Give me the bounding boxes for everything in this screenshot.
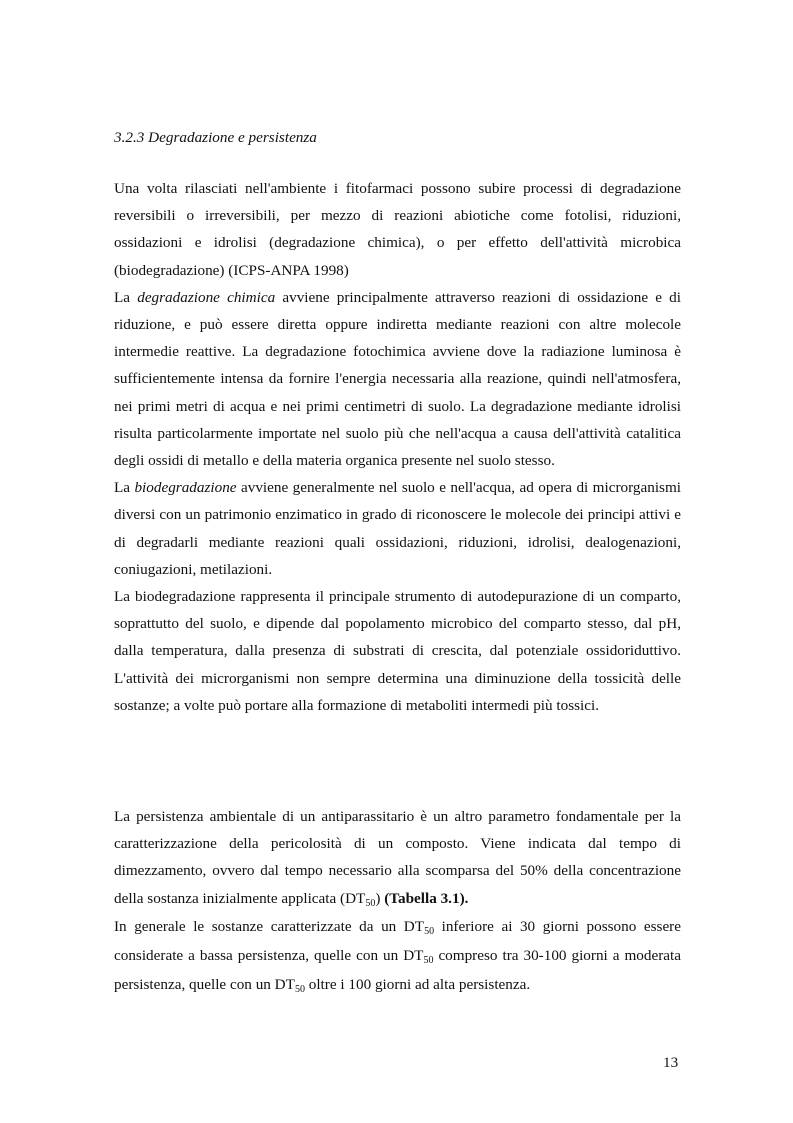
- term-biodegradation: biodegradazione: [134, 479, 237, 497]
- text-run: compreso tra 30-100 giorni a moderata persistenza, quelle con un DT: [114, 946, 681, 993]
- paragraph-chemical-degradation: [114, 284, 681, 474]
- text-run: La: [114, 479, 135, 497]
- text-run: La: [114, 288, 138, 306]
- text-run: avviene generalmente nel suolo e nell'acqua, ad opera di microrganismi diversi con un patrimonio enzimatico in grado di riconoscere le molecole dei principi attivi e di degradarli mediante reazioni quali ossidazioni, riduzioni, idrolisi, dealogenazioni, coniugazioni, metilazioni.: [114, 479, 681, 578]
- text-run: La persistenza ambientale di un antiparassitario è un altro parametro fondamentale per la caratterizzazione della pericolosità di un composto. Viene indicata dal tempo di dimezzamento, ovvero dal tempo necessario alla scomparsa del 50% della concentrazione della sostanza inizialmente applicata (DT: [114, 808, 681, 907]
- text-run: In generale le sostanze caratterizzate da un DT: [114, 917, 425, 935]
- text-run: oltre i 100 giorni ad alta persistenza.: [304, 975, 531, 993]
- text-run: ): [375, 889, 385, 907]
- term-chemical-degradation: degradazione chimica: [137, 288, 276, 306]
- page-number: 13: [663, 1054, 679, 1071]
- subscript: 50: [424, 925, 435, 937]
- body-block-2: [114, 803, 681, 999]
- body-block-1: [114, 175, 681, 719]
- paragraph-persistence-classes: [114, 912, 681, 999]
- subscript: 50: [294, 983, 305, 995]
- text-run: avviene principalmente attraverso reazioni di ossidazione e di riduzione, e può essere diretta oppure indiretta mediante reazioni con altre molecole intermedie reattive. La degradazione fotochimica avviene dove la radiazione luminosa è sufficientemente intensa da fornire l'energia necessaria alla reazione, quindi nell'atmosfera, nei primi metri di acqua e nei primi centimetri di suolo. La degradazione mediante idrolisi risulta particolarmente importate nel suolo più che nell'acqua a causa dell'attività catalitica degli ossidi di metallo e della materia organica presente nel suolo stesso.: [114, 288, 681, 470]
- subscript: 50: [365, 897, 376, 909]
- paragraph-biodegradation: [114, 474, 681, 583]
- paragraph-persistence: [114, 803, 681, 912]
- table-reference: (Tabella 3.1).: [384, 889, 469, 907]
- section-heading: 3.2.3 Degradazione e persistenza: [114, 129, 317, 146]
- paragraph-release: Una volta rilasciati nell'ambiente i fitofarmaci possono subire processi di degradazione reversibili o irreversibili, per mezzo di reazioni abiotiche come fotolisi, riduzioni, ossidazioni e idrolisi (degradazione chimica), o per effetto dell'attività microbica (biodegradazione) (ICPS-ANPA 1998): [114, 180, 681, 279]
- paragraph-autodepuration: La biodegradazione rappresenta il principale strumento di autodepurazione di un comparto, soprattutto del suolo, e dipende dal popolamento microbico del comparto stesso, dal pH, dalla temperatura, dalla presenza di substrati di crescita, dal potenziale ossidoriduttivo. L'attività dei microrganismi non sempre determina una diminuzione della tossicità delle sostanze; a volte può portare alla formazione di metaboliti intermedi più tossici.: [114, 588, 681, 714]
- subscript: 50: [423, 954, 434, 966]
- text-run: inferiore ai 30 giorni possono essere considerate a bassa persistenza, quelle con un DT: [114, 917, 681, 964]
